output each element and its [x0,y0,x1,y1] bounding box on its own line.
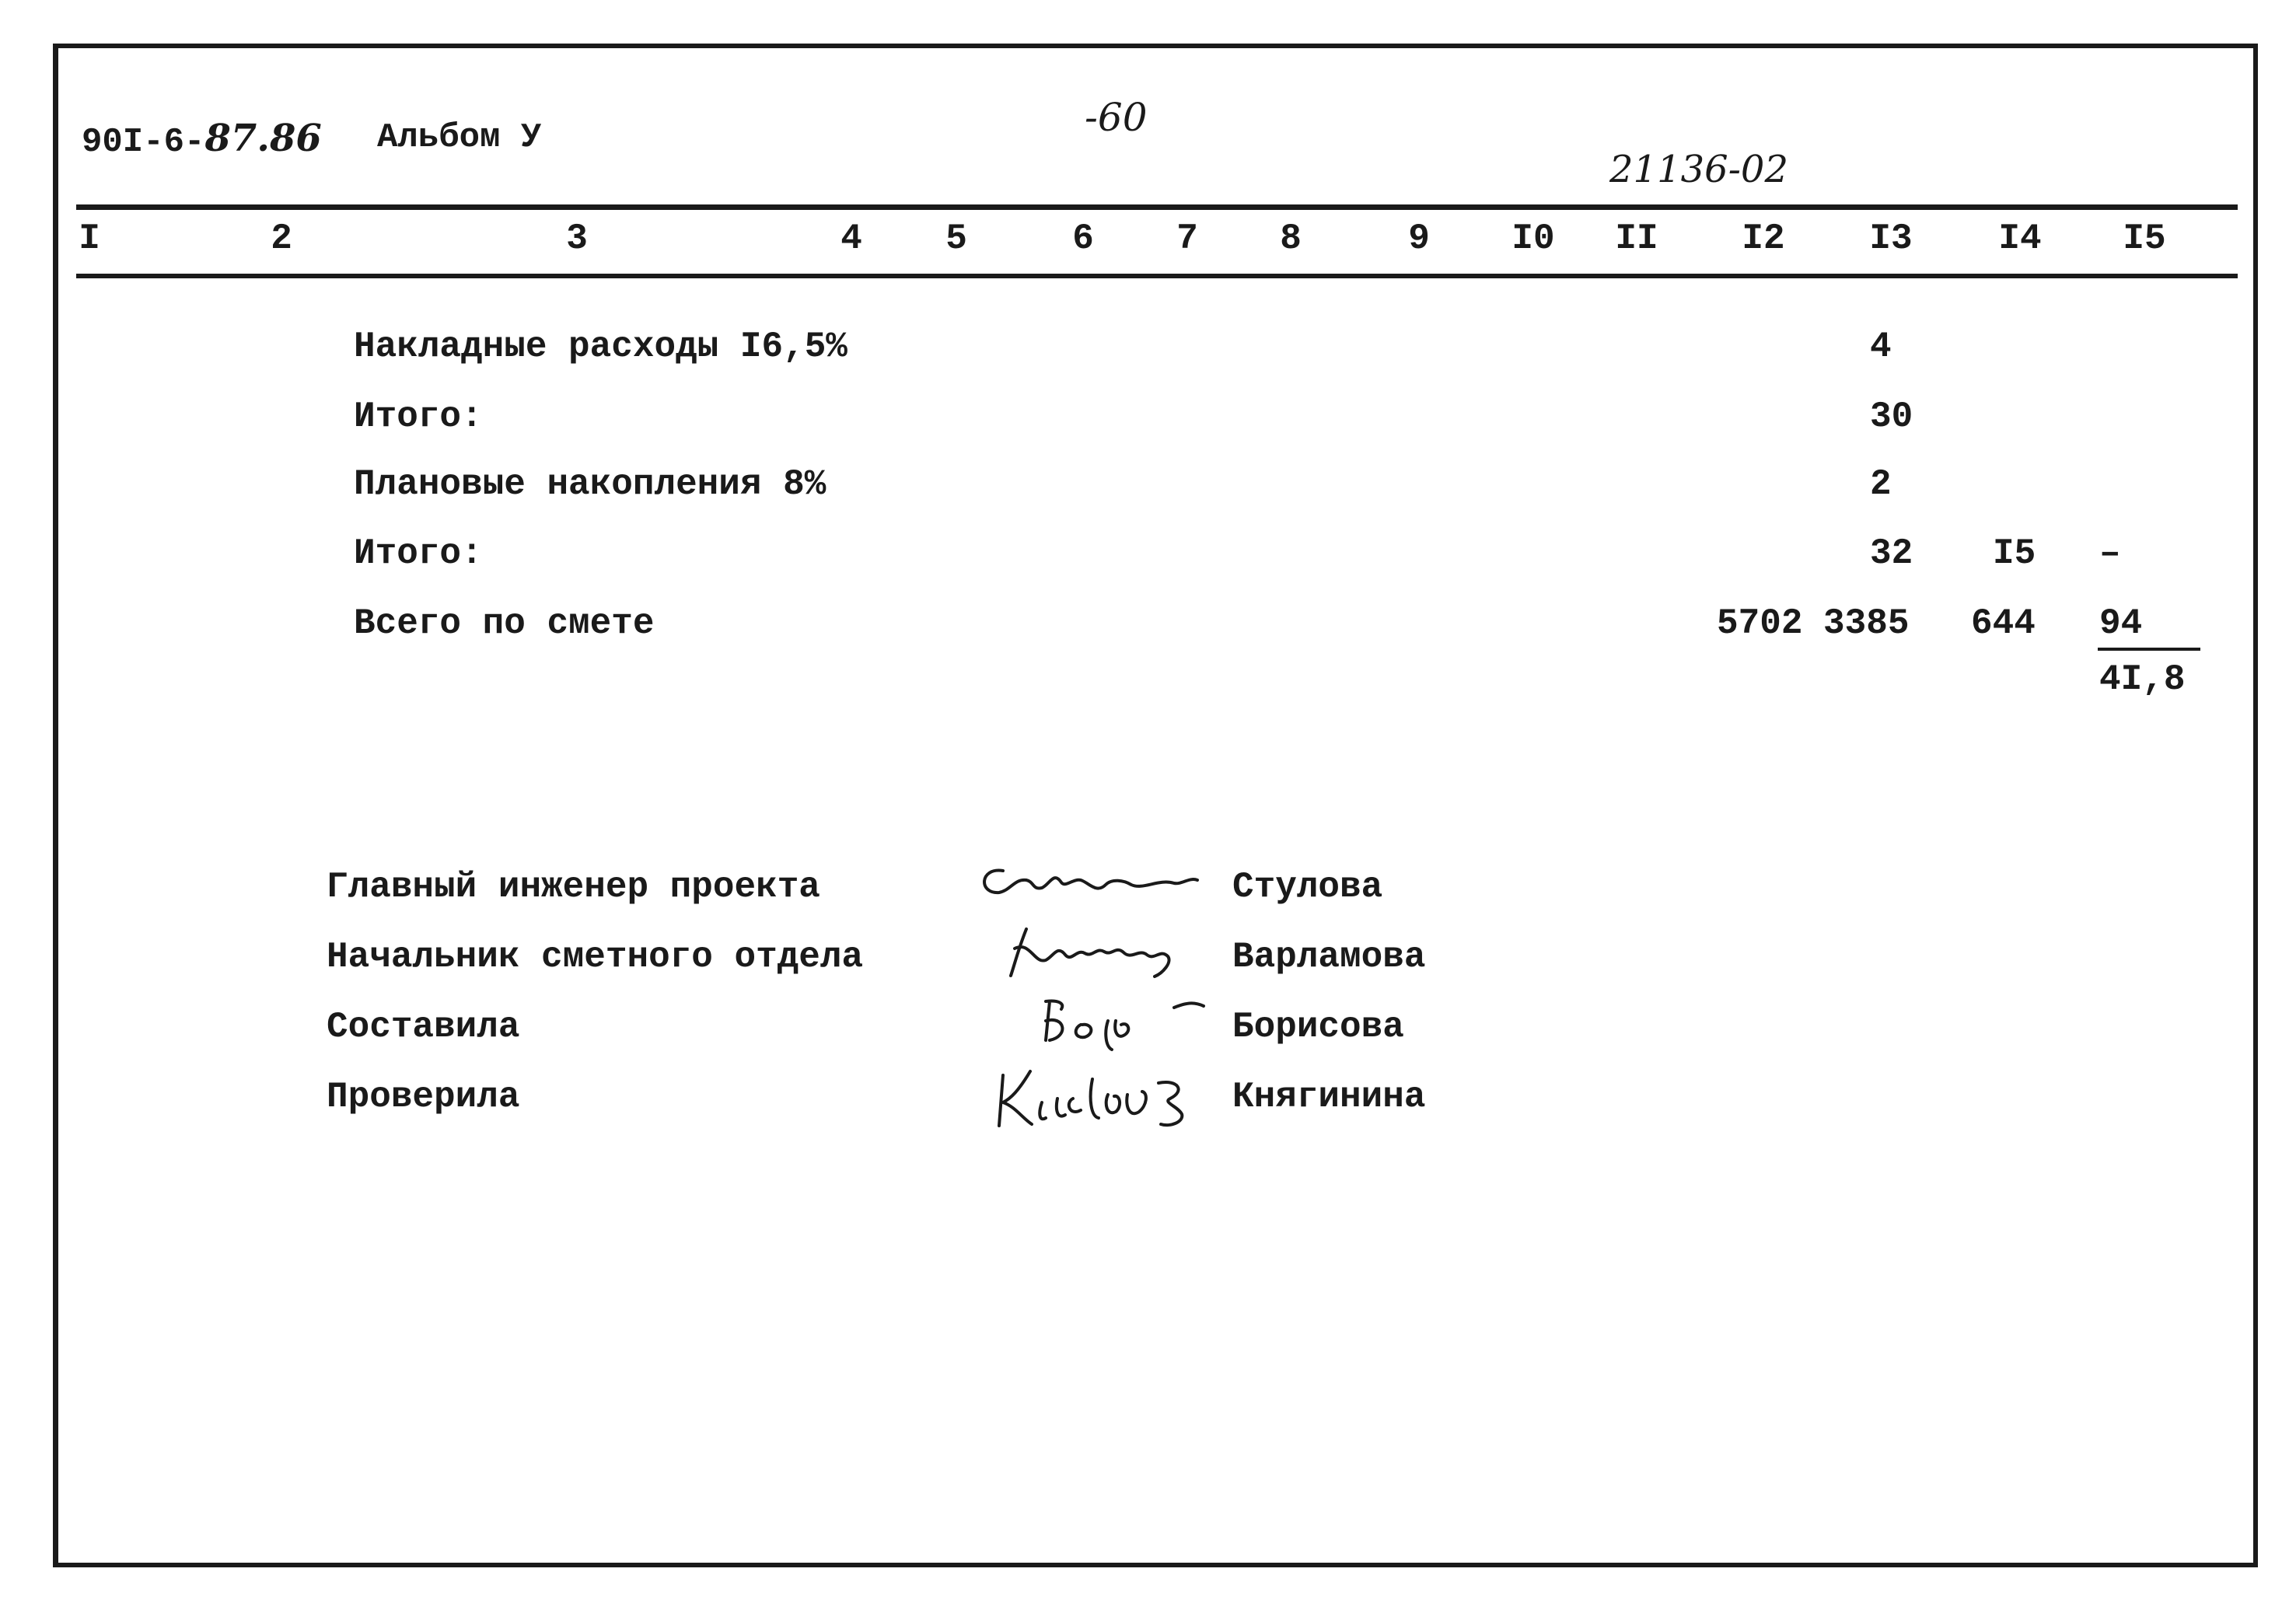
cell-col13: 2 [1870,464,1892,505]
cell-col14: 644 [1971,603,2036,644]
cell-col13: 32 [1870,533,1913,574]
handwritten-signature [972,847,1205,910]
signature-name: Варламова [1232,937,1426,977]
col-num-7: 7 [1176,218,1198,259]
cell-col12: 5702 [1717,603,1803,644]
col-num-15: I5 [2123,218,2166,259]
col-num-1: I [79,218,100,259]
signature-role: Главный инженер проекта [327,867,820,907]
doc-code-printed: 90I-6- [82,123,205,162]
fraction-line [2098,648,2200,651]
row-label: Итого: [354,397,483,437]
handwritten-signature [984,1056,1217,1134]
row-label: Всего по смете [354,603,655,644]
col-num-10: I0 [1511,218,1555,259]
cell-col15: – [2099,533,2121,574]
cell-col13: 30 [1870,397,1913,437]
col-num-14: I4 [1998,218,2042,259]
doc-code [82,117,322,162]
col-num-9: 9 [1408,218,1430,259]
stamp-number: 21136-02 [1609,148,1788,191]
row-label: Итого: [354,533,483,574]
page-mark: -60 [1085,95,1148,140]
cell-col13: 3385 [1823,603,1910,644]
col-num-13: I3 [1869,218,1913,259]
cell-col13: 4 [1870,327,1892,367]
col-num-12: I2 [1742,218,1785,259]
signature-name: Стулова [1232,867,1383,907]
signature-role: Начальник сметного отдела [327,937,864,977]
signature-role: Составила [327,1007,520,1047]
cell-col15-sub: 4I,8 [2099,659,2186,700]
col-num-3: 3 [566,218,588,259]
cell-col15: 94 [2099,603,2143,644]
cell-col14: I5 [1993,533,2036,574]
col-num-2: 2 [271,218,292,259]
header-rule-bottom [76,274,2238,278]
handwritten-signature [987,917,1205,987]
col-num-5: 5 [945,218,967,259]
doc-code-handwritten: 87.86 [204,117,322,160]
col-num-8: 8 [1280,218,1302,259]
signature-role: Проверила [327,1077,520,1117]
col-num-4: 4 [840,218,862,259]
row-label: Накладные расходы I6,5% [354,327,847,367]
handwritten-signature [1026,986,1228,1056]
signature-name: Борисова [1232,1007,1404,1047]
signature-name: Княгинина [1232,1077,1426,1117]
col-num-6: 6 [1072,218,1094,259]
row-label: Плановые накопления 8% [354,464,826,505]
header-rule-top [76,204,2238,210]
page-border [53,44,2258,1567]
col-num-11: II [1615,218,1658,259]
album-label: Альбом У [377,118,542,157]
